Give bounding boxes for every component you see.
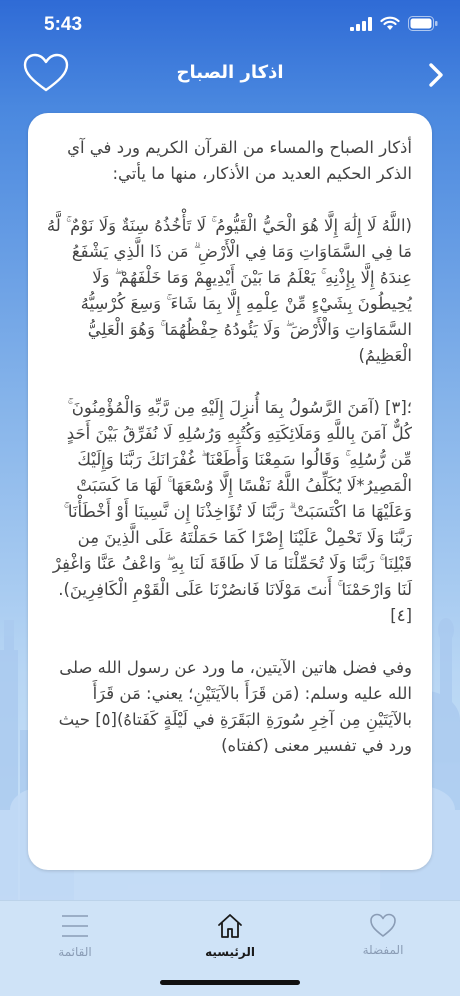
navigation-bar [0,50,460,100]
home-icon [215,911,245,941]
intro-paragraph: أذكار الصباح والمساء من القرآن الكريم ورد في آي الذكر الحكيم العديد من الأذكار، منها ما يأتي: [67,138,412,183]
signal-icon [350,17,372,31]
page-title: اذكار الصباح [176,62,284,83]
chevron-right-icon[interactable] [426,60,446,90]
tab-favorites[interactable] [338,911,428,957]
tab-list[interactable] [30,911,120,959]
al-baqarah-ending-paragraph: ؛[٣] (آمَنَ الرَّسُولُ بِمَا أُنزِلَ إِلَيْهِ مِن رَّبِّهِ وَالْمُؤْمِنُونَ ۚ كُلٌّ آمَنَ بِاللَّهِ وَمَلَائِكَتِهِ وَكُتُبِهِ وَرُسُلِهِ لَا نُفَرِّقُ بَيْنَ أَحَدٍ مِّن رُّسُلِهِ ۚ وَقَالُوا سَمِعْنَا وَأَطَعْنَا ۖ غُفْرَانَكَ رَبَّنَا وَإِلَيْكَ الْمَصِيرُ*لَا يُكَلِّفُ اللَّهُ نَفْسًا إِلَّا وُسْعَهَا ۚ لَهَا مَا كَسَبَتْ وَعَلَيْهَا مَا اكْتَسَبَتْ ۗ رَبَّنَا لَا تُؤَاخِذْنَا إِن نَّسِينَا أَوْ أَخْطَأْنَا ۚ رَبَّنَا وَلَا تَحْمِلْ عَلَيْنَا إِصْرًا كَمَا حَمَلْتَهُ عَلَى الَّذِينَ مِن قَبْلِنَا ۚ رَبَّنَا وَلَا تُحَمِّلْنَا مَا لَا طَاقَةَ لَنَا بِهِ ۖ وَاعْفُ عَنَّا وَاغْفِرْ لَنَا وَارْحَمْنَا ۚ أَنتَ مَوْلَانَا فَانصُرْنَا عَلَى الْقَوْمِ الْكَافِرِينَ).[٤] [52,398,412,625]
home-indicator [160,980,300,985]
content-card[interactable] [28,113,432,870]
wifi-icon [380,16,400,31]
tab-favorites-label: المفضلة [362,943,404,957]
tab-home[interactable] [185,911,275,959]
status-bar [0,0,460,50]
tab-list-label: القائمة [58,945,92,959]
battery-icon [408,16,438,31]
virtue-paragraph: وفي فضل هاتين الآيتين، ما ورد عن رسول الله صلى الله عليه وسلم: (مَن قَرَأَ بالآيَتَيْنِ؛ يعني: مَن قَرَأَ بالآيَتَيْنِ مِن آخِرِ سُورَةِ البَقَرَةِ في لَيْلَةٍ كَفَتاهُ)[٥] حيث ورد في تفسير معنى (كفتاه) [58,658,412,755]
ayat-al-kursi-paragraph: (اللَّهُ لَا إِلَٰهَ إِلَّا هُوَ الْحَيُّ الْقَيُّومُ ۚ لَا تَأْخُذُهُ سِنَةٌ وَلَا نَوْمٌ ۚ لَّهُ مَا فِي السَّمَاوَاتِ وَمَا فِي الْأَرْضِ ۗ مَن ذَا الَّذِي يَشْفَعُ عِندَهُ إِلَّا بِإِذْنِهِ ۚ يَعْلَمُ مَا بَيْنَ أَيْدِيهِمْ وَمَا خَلْفَهُمْ ۖ وَلَا يُحِيطُونَ بِشَيْءٍ مِّنْ عِلْمِهِ إِلَّا بِمَا شَاءَ ۚ وَسِعَ كُرْسِيُّهُ السَّمَاوَاتِ وَالْأَرْضَ ۖ وَلَا يَئُودُهُ حِفْظُهُمَا ۚ وَهُوَ الْعَلِيُّ الْعَظِيمُ) [46,216,412,365]
adhkar-text [28,113,432,759]
status-time: 5:43 [44,14,83,35]
tab-home-label: الرئيسيه [205,945,255,959]
status-icons [350,16,438,31]
heart-icon [368,911,398,939]
list-icon [59,911,91,941]
